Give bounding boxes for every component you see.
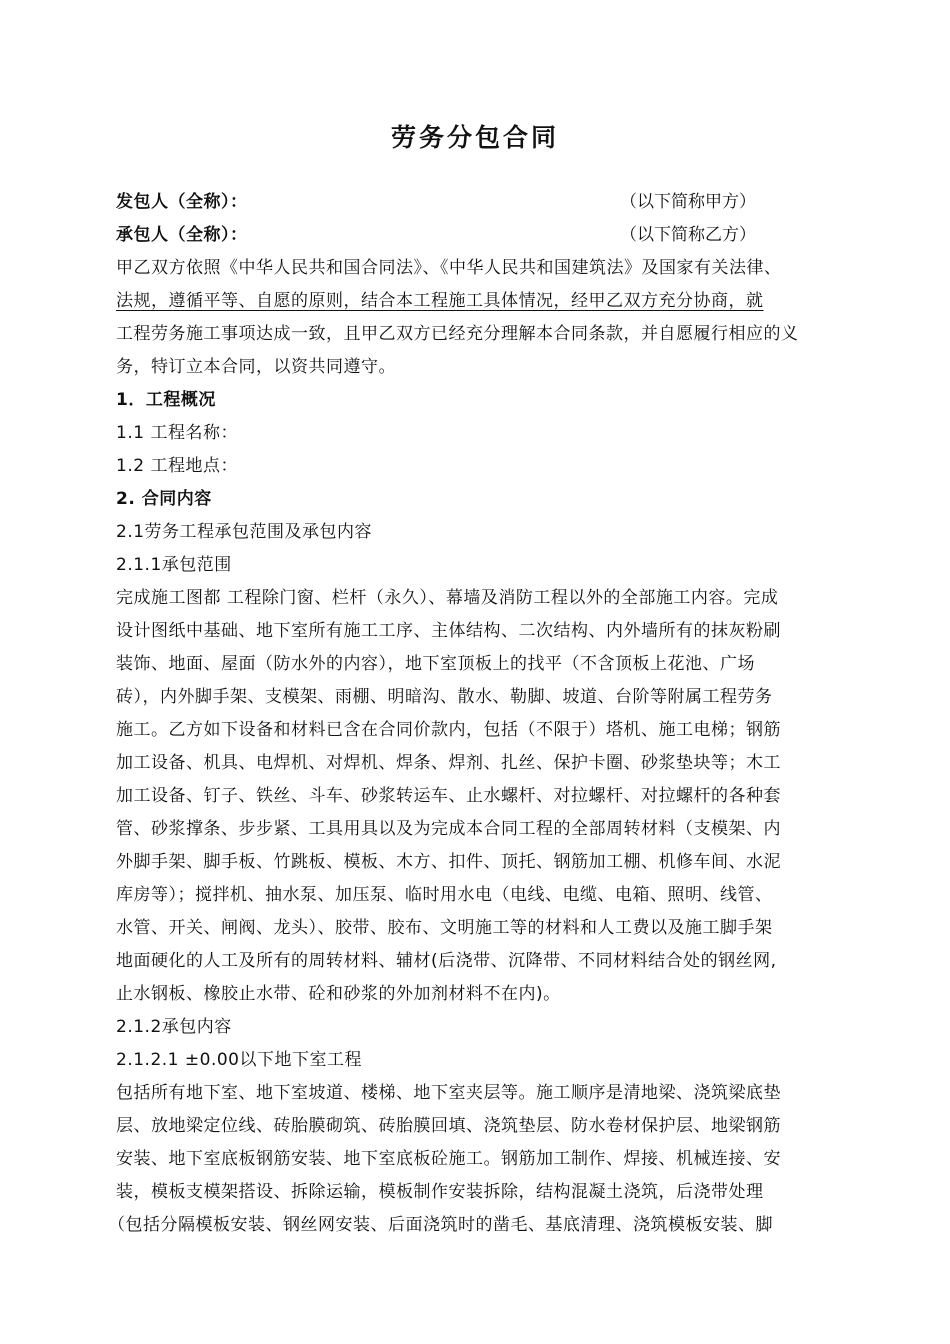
scope-line: 施工。乙方如下设备和材料已含在合同价款内，包括（不限于）塔机、施工电梯；钢筋	[116, 720, 781, 740]
project-name: 1.1 工程名称：	[116, 423, 238, 443]
scope-line: 库房等）；搅拌机、抽水泵、加压泵、临时用水电（电线、电缆、电箱、照明、线管、	[116, 885, 773, 905]
contractor-note: （以下简称乙方）	[620, 225, 756, 245]
subsection-heading: 2.1.1承包范围	[116, 555, 232, 575]
content-line: 层、放地梁定位线、砖胎膜砌筑、砖胎膜回填、浇筑垫层、防水卷材保护层、地梁钢筋	[116, 1116, 781, 1136]
project-location: 1.2 工程地点：	[116, 456, 238, 476]
section-heading: 1．工程概况	[116, 390, 216, 410]
scope-line: 止水钢板、橡胶止水带、砼和砂浆的外加剂材料不在内)。	[116, 984, 561, 1004]
scope-line: 外脚手架、脚手板、竹跳板、模板、木方、扣件、顶托、钢筋加工棚、机修车间、水泥	[116, 852, 781, 872]
scope-line: 水管、开关、闸阀、龙头）、胶带、胶布、文明施工等的材料和人工费以及施工脚手架	[116, 918, 773, 938]
scope-line: 装饰、地面、屋面（防水外的内容），地下室顶板上的找平（不含顶板上花池、广场	[116, 654, 755, 674]
content-line: 包括所有地下室、地下室坡道、楼梯、地下室夹层等。施工顺序是清地梁、浇筑梁底垫	[116, 1083, 781, 1103]
content-line: （包括分隔模板安装、钢丝网安装、后面浇筑时的凿毛、基底清理、浇筑模板安装、脚	[108, 1215, 773, 1235]
subsection-heading: 2.1.2.1 ±0.00以下地下室工程	[116, 1050, 362, 1070]
employer-label: 发包人（全称）：	[116, 192, 248, 212]
scope-line: 加工设备、机具、电焊机、对焊机、焊条、焊剂、扎丝、保护卡圈、砂浆垫块等；木工	[116, 753, 781, 773]
subsection-heading: 2.1劳务工程承包范围及承包内容	[116, 522, 373, 542]
scope-line: 地面硬化的人工及所有的周转材料、辅材(后浇带、沉降带、不同材料结合处的钢丝网,	[116, 951, 777, 971]
content-line: 装，模板支模架搭设、拆除运输，模板制作安装拆除，结构混凝土浇筑，后浇带处理	[116, 1182, 764, 1202]
page-title: 劳务分包合同	[390, 123, 559, 152]
preamble-line: 法规，遵循平等、自愿的原则，结合本工程施工具体情况，经甲乙双方充分协商，就	[116, 291, 764, 311]
employer-note: （以下简称甲方）	[620, 192, 756, 212]
preamble-line: 工程劳务施工事项达成一致，且甲乙双方已经充分理解本合同条款，并自愿履行相应的义	[116, 324, 799, 344]
scope-line: 加工设备、钉子、铁丝、斗车、砂浆转运车、止水螺杆、对拉螺杆、对拉螺杆的各种套	[116, 786, 781, 806]
scope-line: 管、砂浆撑条、步步紧、工具用具以及为完成本合同工程的全部周转材料（支模架、内	[116, 819, 781, 839]
scope-line: 设计图纸中基础、地下室所有施工工序、主体结构、二次结构、内外墙所有的抹灰粉刷	[116, 621, 781, 641]
preamble-line: 务，特订立本合同，以资共同遵守。	[116, 357, 396, 377]
scope-line: 砖），内外脚手架、支模架、雨棚、明暗沟、散水、勒脚、坡道、台阶等附属工程劳务	[116, 687, 773, 707]
preamble-line: 甲乙双方依照《中华人民共和国合同法》、《中华人民共和国建筑法》及国家有关法律、	[116, 258, 782, 278]
scope-line: 完成施工图都 工程除门窗、栏杆（永久）、幕墙及消防工程以外的全部施工内容。完成	[116, 588, 779, 608]
subsection-heading: 2.1.2承包内容	[116, 1017, 232, 1037]
section-heading: 2. 合同内容	[116, 489, 212, 509]
content-line: 安装、地下室底板钢筋安装、地下室底板砼施工。钢筋加工制作、焊接、机械连接、安	[116, 1149, 781, 1169]
contractor-label: 承包人（全称）：	[116, 225, 248, 245]
